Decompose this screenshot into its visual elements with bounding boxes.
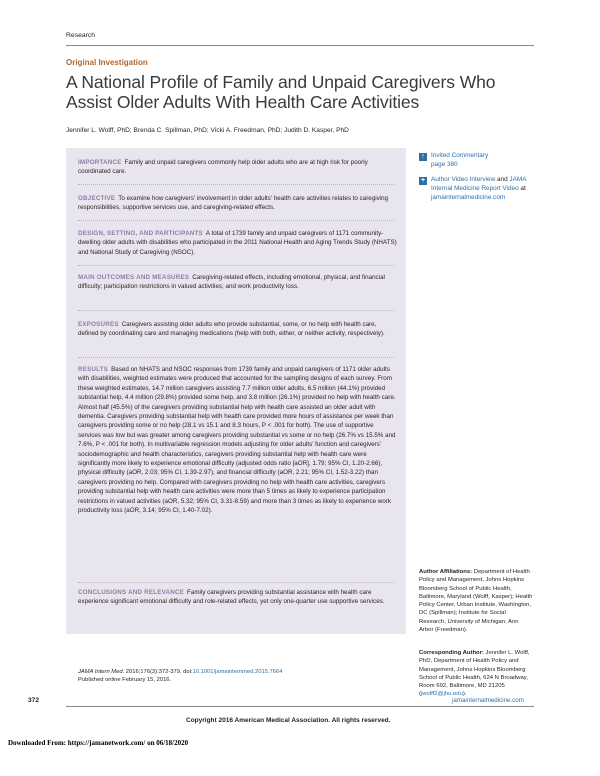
abstract-heading: MAIN OUTCOMES AND MEASURES — [78, 274, 190, 281]
copyright: Copyright 2016 American Medical Association. All rights reserved. — [186, 717, 391, 724]
top-divider — [66, 45, 534, 46]
page-number: 372 — [28, 697, 40, 704]
report-url[interactable]: jamainternalmedicine.com — [431, 194, 506, 201]
article-title: A National Profile of Family and Unpaid Caregivers Who Assist Older Adults With Health Care Activities — [66, 72, 496, 112]
doi-link[interactable]: 10.1001/jamainternmed.2015.7664 — [192, 669, 283, 675]
abstract-heading: CONCLUSIONS AND RELEVANCE — [78, 589, 185, 596]
citation: JAMA Intern Med. 2016;176(3):372-379. doi:10.1001/jamainternmed.2015.7664 Published online February 15, 2016. — [78, 669, 283, 684]
abstract-outcomes — [78, 273, 398, 292]
invited-commentary-link[interactable] — [431, 151, 541, 169]
corresponding-author: Corresponding Author: Jennifer L. Wolff, PhD, Department of Health Policy and Management, Johns Hopkins Bloomberg School of Public Health, 624 N Broadway, Room 692, Baltimore, MD 21205 (jwolff2@jhu.edu). — [419, 650, 530, 698]
abstract-text: Caregivers assisting older adults who provide substantial, some, or no help with health care, defined by coordinating care and managing medications (help with both, either, or neither activity, respectively). — [78, 321, 385, 338]
abstract-text: Based on NHATS and NSOC responses from 1739 family and unpaid caregivers of 1171 older adults with disabilities, weighted estimates were produced that accounted for the sampling designs of each survey. From these weighted estimates, 14.7 million caregivers assisting 7.7 million older adults, 6.5 million (44.1%) provided substantial help, 4.4 million (29.8%) provided some help, and 3.8 million (26.1%) provided no help with health care. Almost half (45.5%) of the caregivers providing substantial help with health care assisted an older adult with dementia. Caregivers providing substantial help with health care provided more hours of assistance per week than caregivers providing some or no help (28.1 vs 15.1 and 8.3 hours, P < .001 for both). The use of supportive services was low but was greater among caregivers providing substantial vs some or no help (26.7% vs 15.5% and 7.6%, P < .001 for both). In multivariable regression models adjusting for older adults' function and caregivers' sociodemographic and health characteristics, caregivers providing substantial help with health care were significantly more likely to experience emotional difficulty (adjusted odds ratio [aOR], 1.79; 95% CI, 1.20-2.66), physical difficulty (aOR, 2.03; 95% CI, 1.39-2.97), and financial difficulty (aOR, 2.21; 95% CI, 1.52-3.22) than caregivers providing no help. Compared with caregivers providing no help with health care activities, caregivers providing substantial help with health care activities were more than 5 times as likely to experience participation restrictions in valued activities (aOR, 5.32; 95% CI, 3.31-8.59) and more than 3 times as likely to experience work productivity loss (aOR, 3.14; 95% CI, 1.40-7.02). — [78, 366, 396, 515]
download-stamp: Downloaded From: https://jamanetwork.com/ on 06/18/2020 — [8, 739, 189, 747]
abstract-conclusions — [78, 588, 398, 607]
abstract-heading: OBJECTIVE — [78, 195, 116, 202]
video-label[interactable]: Author Video Interview — [431, 176, 496, 183]
author-affiliations: Author Affiliations: Department of Health Policy and Management, Johns Hopkins Bloomberg School of Public Health, Baltimore, Maryland (Wolff, Kasper); Health Policy Center, Urban Institute, Washington, DC (Spillman); Institute for Social Research, University of Michigan, Ann Arbor (Freedman). — [419, 569, 533, 634]
abstract-text: Family and unpaid caregivers commonly help older adults who are at high risk for poorly coordinated care. — [78, 159, 368, 176]
abstract-heading: DESIGN, SETTING, AND PARTICIPANTS — [78, 230, 203, 237]
site-link[interactable]: jamainternalmedicine.com — [452, 697, 524, 704]
author-list: Jennifer L. Wolff, PhD; Brenda C. Spillman, PhD; Vicki A. Freedman, PhD; Judith D. Kasper, PhD — [66, 127, 349, 134]
commentary-label[interactable]: Invited Commentary — [431, 152, 489, 159]
plus-icon[interactable]: + — [420, 177, 426, 184]
section-label: Research — [66, 32, 96, 39]
abstract-divider — [78, 310, 394, 311]
abstract-heading: IMPORTANCE — [78, 159, 122, 166]
report-label[interactable]: JAMA Internal Medicine Report Video — [431, 176, 527, 192]
abstract-importance — [78, 158, 398, 177]
abstract-divider — [78, 357, 394, 358]
abstract-heading: RESULTS — [78, 366, 109, 373]
journal-name: JAMA Intern Med. — [78, 669, 125, 675]
abstract-heading: EXPOSURES — [78, 321, 119, 328]
commentary-icon[interactable]: ↑ — [419, 153, 427, 161]
abstract-text: Family caregivers providing substantial assistance with health care experience significant emotional difficulty and role-related effects, yet only one-quarter use supportive services. — [78, 589, 385, 606]
abstract-text: A total of 1739 family and unpaid caregivers of 1171 community-dwelling older adults with disabilities who participated in the 2011 National Health and Aging Trends Study (NHATS) and National Study of Caregiving (NSOC). — [78, 230, 397, 256]
abstract-divider — [78, 265, 394, 266]
video-links[interactable]: Author Video Interview and JAMA Internal Medicine Report Video at jamainternalmedicine.com — [431, 176, 527, 201]
abstract-objective — [78, 194, 398, 213]
published-date: Published online February 15, 2016. — [78, 677, 172, 684]
corresponding-email[interactable]: jwolff2@jhu.edu — [420, 691, 463, 698]
abstract-exposures — [78, 320, 398, 339]
article-type: Original Investigation — [66, 58, 148, 67]
abstract-design — [78, 229, 398, 257]
abstract-divider — [78, 220, 394, 221]
abstract-divider — [78, 582, 394, 583]
abstract-text: To examine how caregivers' involvement in older adults' health care activities relates to caregiving responsibilities, supportive services use, and caregiving-related effects. — [78, 195, 389, 212]
bottom-divider — [66, 706, 534, 707]
commentary-page[interactable]: page 380 — [431, 161, 458, 168]
abstract-text: Caregiving-related effects, including emotional, physical, and financial difficulty; participation restrictions in valued activities; and work productivity loss. — [78, 274, 385, 291]
abstract-divider — [78, 184, 394, 185]
abstract-results — [78, 365, 398, 516]
